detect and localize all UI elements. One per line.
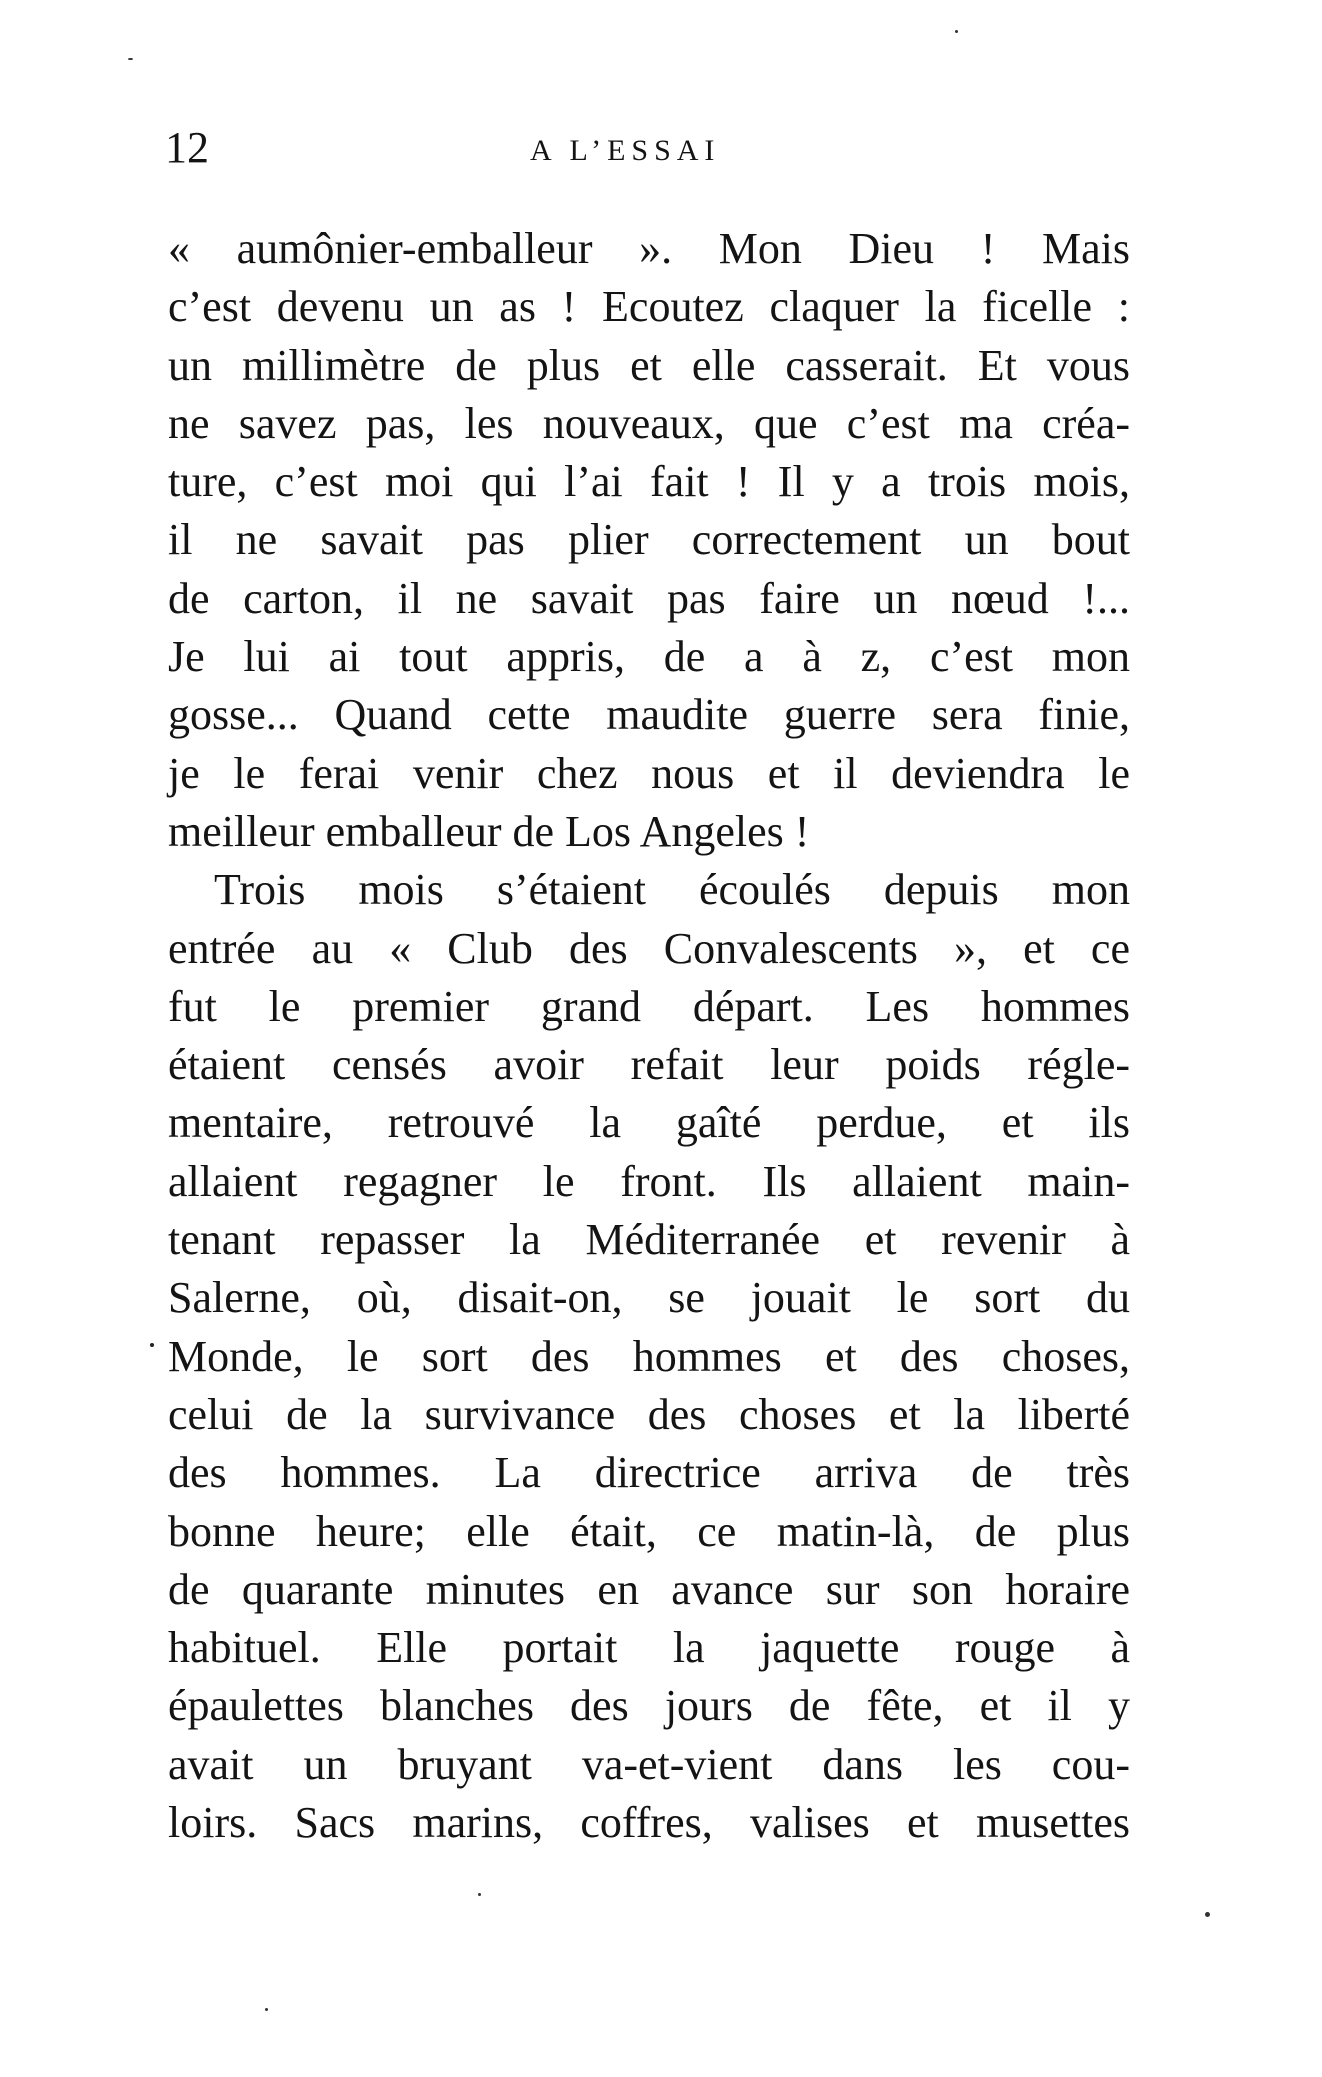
scan-speck — [478, 1893, 481, 1896]
text-line: celui de la survivance des choses et la liberté — [168, 1389, 1130, 1439]
scan-speck — [128, 58, 133, 60]
text-line: loirs. Sacs marins, coffres, valises et musettes — [168, 1798, 1130, 1848]
text-line: je le ferai venir chez nous et il deviendra le — [168, 748, 1130, 798]
text-line: « aumônier-emballeur ». Mon Dieu ! Mais — [168, 224, 1130, 273]
text-line: épaulettes blanches des jours de fête, et il y — [168, 1681, 1130, 1731]
page-header — [165, 118, 1140, 178]
text-line: étaient censés avoir refait leur poids régle- — [168, 1040, 1130, 1090]
text-line: habituel. Elle portait la jaquette rouge à — [168, 1623, 1130, 1673]
text-line: meilleur emballeur de Los Angeles ! — [168, 806, 810, 856]
text-line: fut le premier grand départ. Les hommes — [168, 981, 1130, 1031]
scan-speck — [1205, 1912, 1210, 1917]
scan-speck — [265, 2008, 268, 2011]
text-line: des hommes. La directrice arriva de très — [168, 1448, 1130, 1498]
page-number: 12 — [165, 123, 209, 172]
text-line: un millimètre de plus et elle casserait. Et vous — [168, 340, 1130, 390]
text-line: Je lui ai tout appris, de a à z, c’est mon — [168, 632, 1130, 682]
text-line: ne savez pas, les nouveaux, que c’est ma créa- — [168, 398, 1130, 448]
text-line: mentaire, retrouvé la gaîté perdue, et ils — [168, 1098, 1130, 1148]
margin-speck — [150, 1343, 154, 1347]
text-line: gosse... Quand cette maudite guerre sera finie, — [168, 690, 1130, 740]
text-line: bonne heure; elle était, ce matin-là, de plus — [168, 1506, 1130, 1556]
text-line: allaient regagner le front. Ils allaient main- — [168, 1156, 1130, 1206]
text-line: ture, c’est moi qui l’ai fait ! Il y a trois mois, — [168, 457, 1130, 507]
text-line: il ne savait pas plier correctement un bout — [168, 515, 1130, 565]
text-line: Salerne, où, disait-on, se jouait le sort du — [168, 1273, 1130, 1323]
body-text — [168, 220, 1130, 1852]
text-line: avait un bruyant va-et-vient dans les cou- — [168, 1739, 1130, 1789]
text-line: tenant repasser la Méditerranée et revenir à — [168, 1215, 1130, 1265]
text-line: Trois mois s’étaient écoulés depuis mon — [214, 865, 1130, 915]
text-line: c’est devenu un as ! Ecoutez claquer la ficelle : — [168, 282, 1130, 332]
text-line: entrée au « Club des Convalescents », et ce — [168, 923, 1130, 973]
running-title: A L’ESSAI — [530, 134, 721, 167]
text-line: de carton, il ne savait pas faire un nœud !... — [168, 573, 1130, 623]
scan-speck — [955, 30, 958, 33]
text-line: Monde, le sort des hommes et des choses, — [168, 1331, 1130, 1381]
text-line: de quarante minutes en avance sur son horaire — [168, 1564, 1130, 1614]
